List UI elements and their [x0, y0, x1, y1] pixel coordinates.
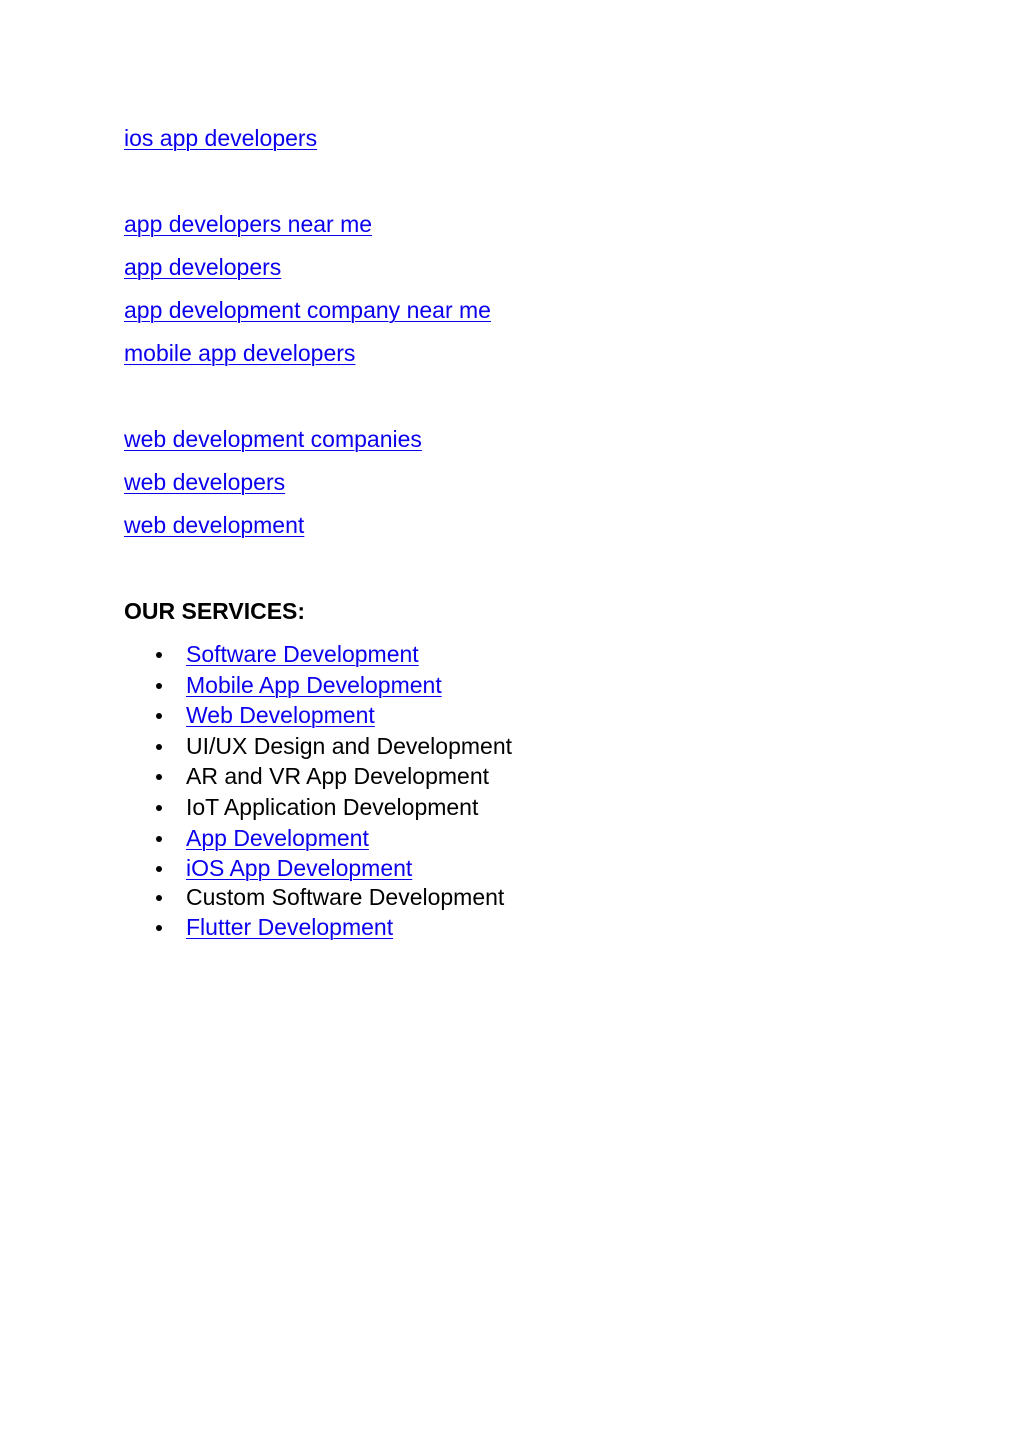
bullet-icon — [156, 774, 162, 780]
link-web-development[interactable]: web development — [124, 512, 305, 538]
link-ios-app-developers[interactable]: ios app developers — [124, 125, 318, 151]
service-ar-vr-text: AR and VR App Development — [186, 763, 490, 789]
link-mobile-app-developers[interactable]: mobile app developers — [124, 340, 356, 366]
service-web-development-link[interactable]: Web Development — [186, 702, 375, 728]
bullet-icon — [156, 866, 162, 872]
service-mobile-app-development-link[interactable]: Mobile App Development — [186, 672, 442, 698]
service-app-development-link[interactable]: App Development — [186, 825, 369, 851]
bullet-icon — [156, 713, 162, 719]
link-app-developers[interactable]: app developers — [124, 254, 282, 280]
bullet-icon — [156, 805, 162, 811]
bullet-icon — [156, 744, 162, 750]
link-app-developers-near-me[interactable]: app developers near me — [124, 211, 373, 237]
bullet-icon — [156, 683, 162, 689]
service-custom-software-text: Custom Software Development — [186, 884, 505, 910]
bullet-icon — [156, 836, 162, 842]
link-web-developers[interactable]: web developers — [124, 469, 286, 495]
link-web-development-companies[interactable]: web development companies — [124, 426, 422, 452]
bullet-icon — [156, 652, 162, 658]
bullet-icon — [156, 925, 162, 931]
service-iot-text: IoT Application Development — [186, 794, 479, 820]
link-app-development-company-near-me[interactable]: app development company near me — [124, 297, 491, 323]
service-flutter-development-link[interactable]: Flutter Development — [186, 914, 394, 940]
bullet-icon — [156, 895, 162, 901]
service-ios-app-development-link[interactable]: iOS App Development — [186, 855, 413, 881]
service-uiux-design-text: UI/UX Design and Development — [186, 733, 512, 759]
service-software-development-link[interactable]: Software Development — [186, 641, 419, 667]
services-heading: OUR SERVICES: — [124, 598, 306, 624]
